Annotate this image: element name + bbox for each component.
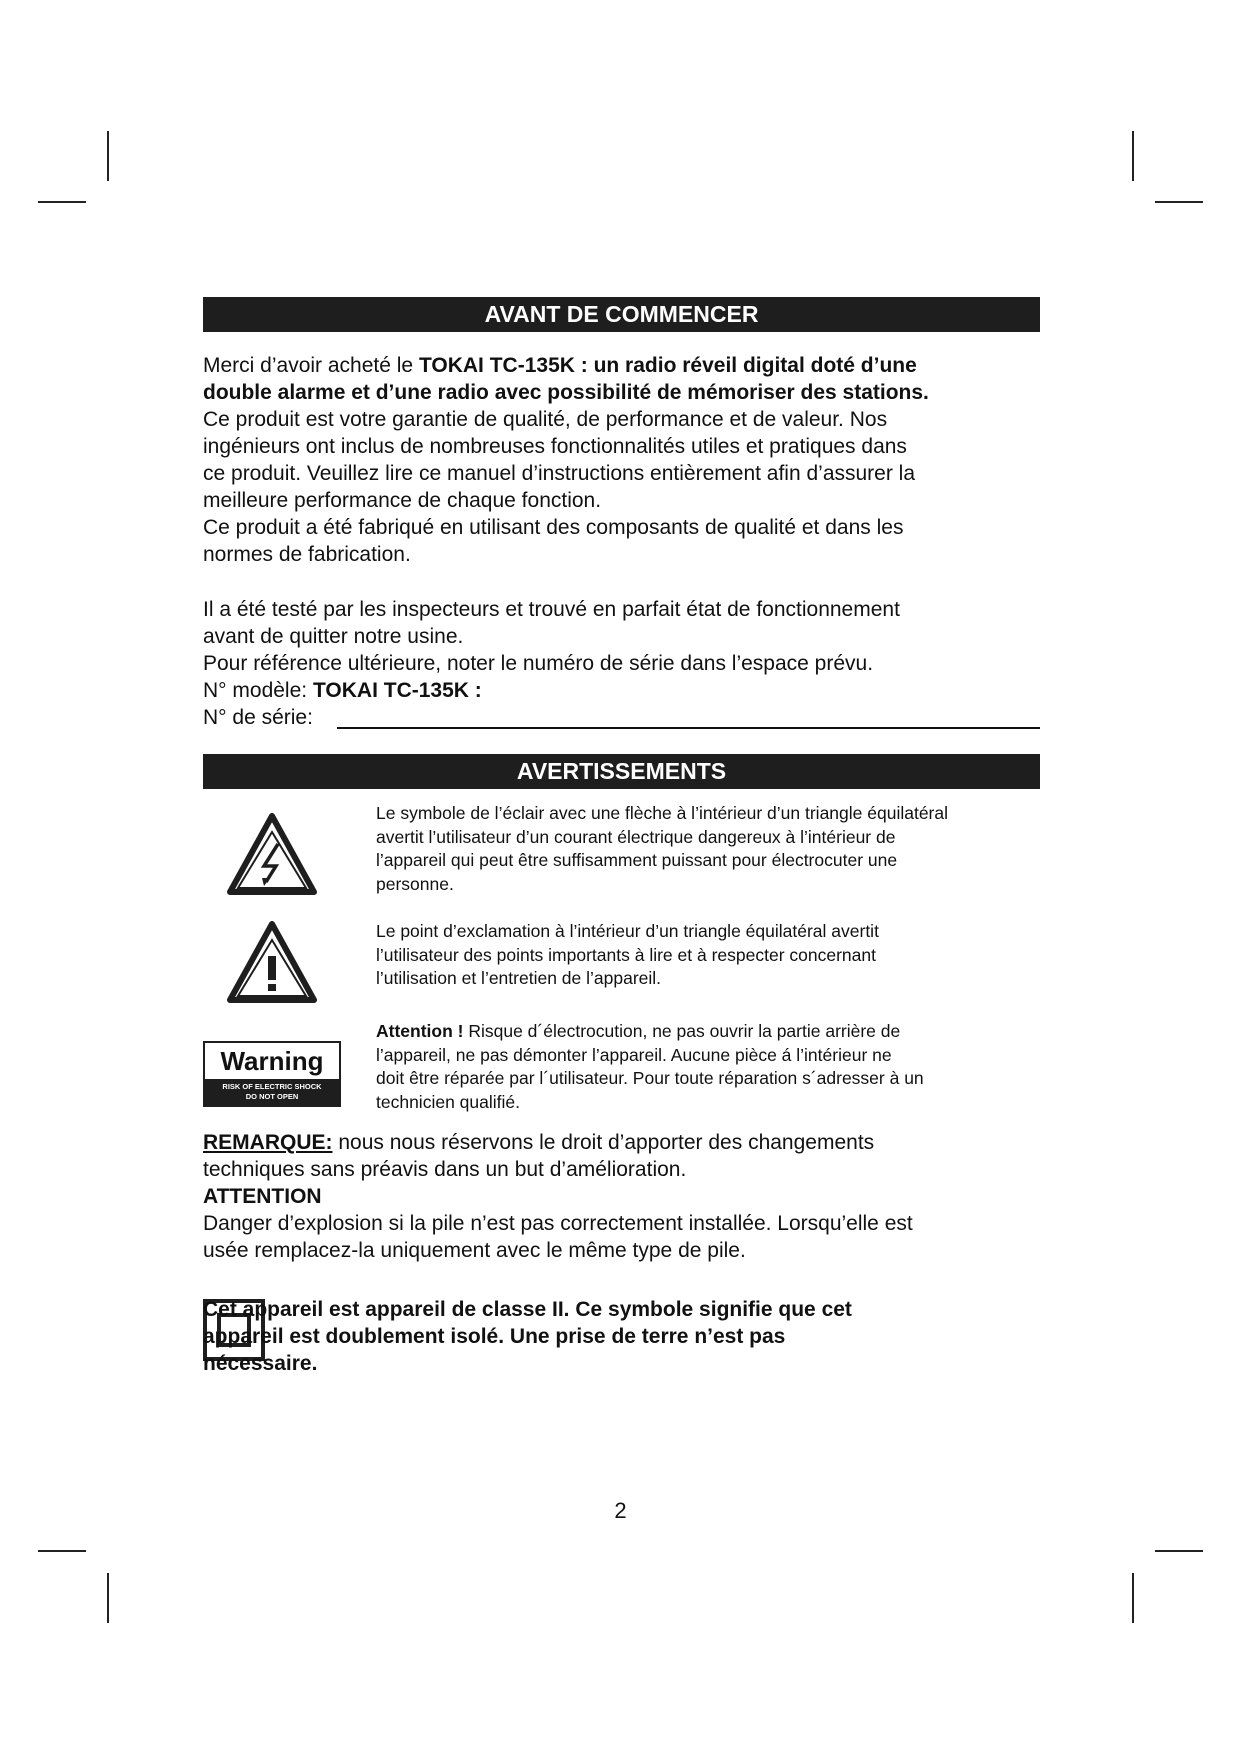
- warn-line: l’utilisateur des points importants à lire et à respecter concernant: [376, 944, 876, 965]
- warning-badge-line: RISK OF ELECTRIC SHOCK: [222, 1082, 322, 1091]
- crop-mark: [38, 1550, 86, 1552]
- warning-badge-icon: [203, 1041, 341, 1107]
- warning-badge-line: DO NOT OPEN: [245, 1092, 299, 1101]
- crop-mark: [38, 201, 86, 203]
- class-ii-paragraph: [203, 1296, 1043, 1377]
- remarque-label: REMARQUE:: [203, 1131, 333, 1154]
- exclamation-description: [376, 920, 1046, 991]
- warn-line: doit être réparée par l´utilisateur. Pour toute réparation s´adresser à un: [376, 1068, 924, 1088]
- class-ii-line: appareil est doublement isolé. Une prise de terre n’est pas: [203, 1325, 786, 1348]
- warning-badge-title: Warning: [220, 1046, 324, 1076]
- tested-line: Il a été testé par les inspecteurs et trouvé en parfait état de fonctionnement: [203, 598, 900, 621]
- intro-line: ce produit. Veuillez lire ce manuel d’instructions entièrement afin d’assurer la: [203, 462, 916, 485]
- warn-line: personne.: [376, 873, 454, 894]
- class-ii-line: Cet appareil est appareil de classe II. Ce symbole signifie que cet: [203, 1298, 852, 1321]
- attention-first: Risque d´électrocution, ne pas ouvrir la partie arrière de: [463, 1021, 901, 1041]
- attention-line: usée remplacez-la uniquement avec le même type de pile.: [203, 1239, 746, 1262]
- crop-mark: [1155, 201, 1203, 203]
- intro-line: normes de fabrication.: [203, 543, 411, 566]
- section-header-avant: AVANT DE COMMENCER: [203, 297, 1040, 332]
- page-number: 2: [614, 1498, 627, 1523]
- model-label: N° modèle:: [203, 679, 313, 702]
- lightning-description: [376, 802, 1046, 896]
- tested-paragraph: [203, 596, 1043, 731]
- crop-mark: [1132, 1573, 1134, 1623]
- crop-mark: [107, 131, 109, 181]
- warn-line: Le point d’exclamation à l’intérieur d’un triangle équilatéral avertit: [376, 921, 879, 941]
- class-ii-line: nécessaire.: [203, 1352, 318, 1375]
- remarque-paragraph: [203, 1129, 1043, 1264]
- crop-mark: [107, 1573, 109, 1623]
- intro-line: Ce produit a été fabriqué en utilisant des composants de qualité et dans les: [203, 516, 904, 539]
- exclamation-warning-icon: [226, 920, 318, 1004]
- crop-mark: [1155, 1550, 1203, 1552]
- tested-line: avant de quitter notre usine.: [203, 625, 464, 648]
- warn-line: l’appareil, ne pas démonter l’appareil. Aucune pièce á l’intérieur ne: [376, 1044, 892, 1065]
- warning-badge-subtitle: [205, 1079, 339, 1105]
- attention-line: Danger d’explosion si la pile n’est pas correctement installée. Lorsqu’elle est: [203, 1212, 913, 1235]
- intro-paragraph: [203, 352, 1043, 568]
- serial-label: N° de série:: [203, 706, 313, 729]
- intro-product-bold-2: double alarme et d’une radio avec possibilité de mémoriser des stations.: [203, 381, 929, 404]
- intro-line: Ce produit est votre garantie de qualité, de performance et de valeur. Nos: [203, 408, 888, 431]
- serial-number-blank: [337, 727, 1040, 729]
- intro-line: meilleure performance de chaque fonction.: [203, 489, 602, 512]
- attention-title: ATTENTION: [203, 1185, 322, 1208]
- remarque-text: nous nous réservons le droit d’apporter des changements: [332, 1131, 875, 1154]
- warn-line: l’utilisation et l’entretien de l’appareil.: [376, 968, 662, 988]
- tested-line: Pour référence ultérieure, noter le numéro de série dans l’espace prévu.: [203, 652, 874, 675]
- section-header-avertissements: AVERTISSEMENTS: [203, 754, 1040, 789]
- intro-product-bold: TOKAI TC-135K : un radio réveil digital doté d’une: [418, 354, 917, 377]
- warn-line: avertit l’utilisateur d’un courant électrique dangereux à l’intérieur de: [376, 826, 896, 847]
- crop-mark: [1132, 131, 1134, 181]
- warn-line: l’appareil qui peut être suffisamment puissant pour électrocuter une: [376, 850, 898, 870]
- warn-line: Le symbole de l’éclair avec une flèche à l’intérieur d’un triangle équilatéral: [376, 803, 948, 823]
- attention-warning-description: [376, 1020, 1046, 1114]
- intro-lead: Merci d’avoir acheté le: [203, 354, 419, 377]
- lightning-warning-icon: [226, 812, 318, 896]
- warn-line: technicien qualifié.: [376, 1091, 520, 1112]
- attention-label: Attention !: [376, 1021, 464, 1041]
- model-value: TOKAI TC-135K :: [312, 679, 482, 702]
- intro-line: ingénieurs ont inclus de nombreuses fonctionnalités utiles et pratiques dans: [203, 435, 907, 458]
- remarque-text-2: techniques sans préavis dans un but d’amélioration.: [203, 1158, 687, 1181]
